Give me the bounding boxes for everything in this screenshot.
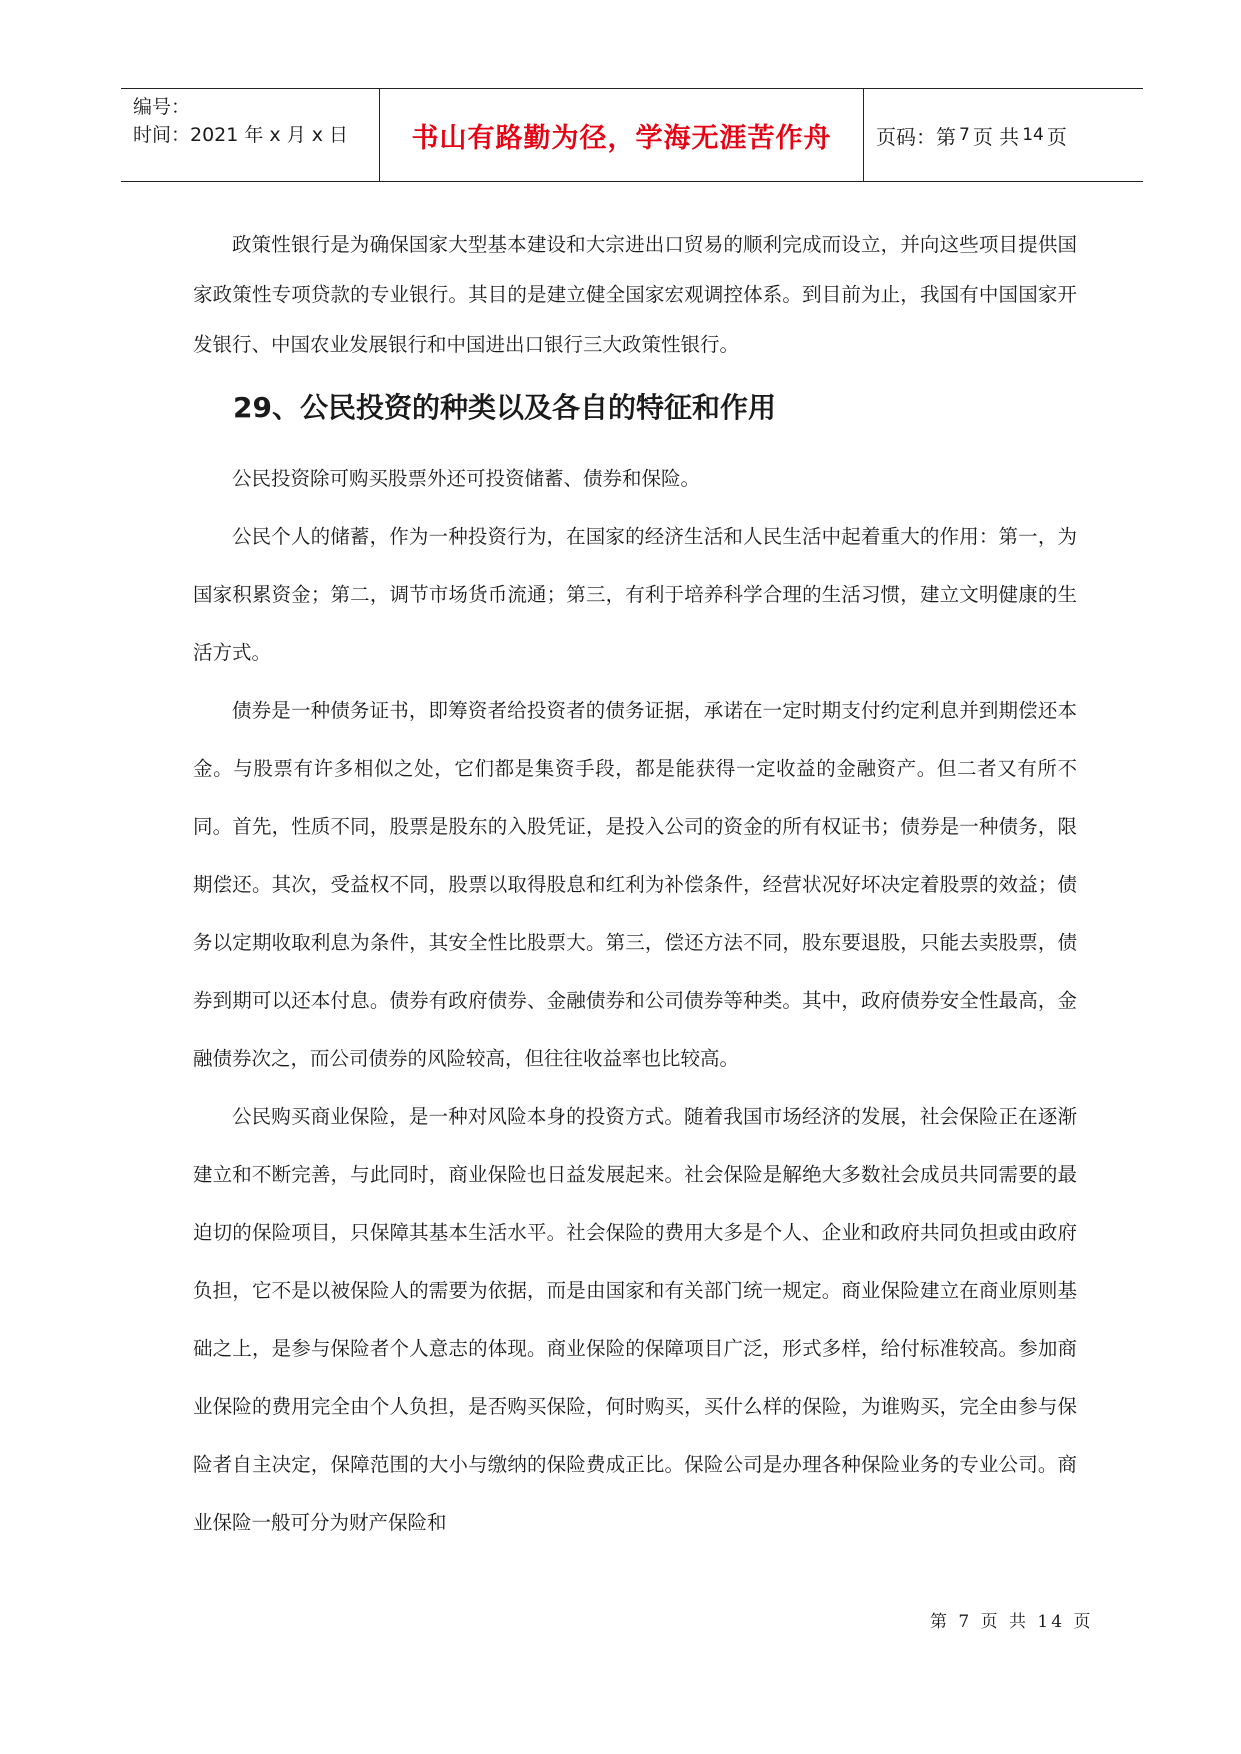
page-current: 7 xyxy=(959,125,970,145)
header-meta xyxy=(121,89,380,181)
page-footer: 第 7 页 共 14 页 xyxy=(930,1612,1094,1632)
page-total: 14 xyxy=(1022,125,1044,145)
paragraph-intro: 政策性银行是为确保国家大型基本建设和大宗进出口贸易的顺利完成而设立，并向这些项目提供国家政策性专项贷款的专业银行。其目的是建立健全国家宏观调控体系。到目前为止，我国有中国国家开发银行、中国农业发展银行和中国进出口银行三大政策性银行。 xyxy=(193,233,1077,356)
paragraph-2: 公民个人的储蓄，作为一种投资行为，在国家的经济生活和人民生活中起着重大的作用：第一，为国家积累资金；第二，调节市场货币流通；第三，有利于培养科学合理的生活习惯，建立文明健康的生活方式。 xyxy=(193,525,1077,664)
header-motto: 书山有路勤为径，学海无涯苦作舟 xyxy=(380,89,864,181)
section-heading: 29、公民投资的种类以及各自的特征和作用 xyxy=(233,391,776,424)
code-label: 编号： xyxy=(133,96,191,118)
paragraph-3: 债券是一种债务证书，即筹资者给投资者的债务证据，承诺在一定时期支付约定利息并到期偿还本金。与股票有许多相似之处，它们都是集资手段，都是能获得一定收益的金融资产。但二者又有所不同。首先，性质不同，股票是股东的入股凭证，是投入公司的资金的所有权证书；债券是一种债务，限期偿还。其次，受益权不同，股票以取得股息和红利为补偿条件，经营状况好坏决定着股票的效益；债务以定期收取利息为条件，其安全性比股票大。第三，偿还方法不同，股东要退股，只能去卖股票，债券到期可以还本付息。债券有政府债券、金融债券和公司债券等种类。其中，政府债券安全性最高，金融债券次之，而公司债券的风险较高，但往往收益率也比较高。 xyxy=(193,699,1077,1070)
page-label-suffix: 页 xyxy=(1046,124,1067,149)
header-page-number xyxy=(864,89,1143,181)
page-label-middle: 页 共 xyxy=(972,124,1020,149)
paragraph-1: 公民投资除可购买股票外还可投资储蓄、债券和保险。 xyxy=(232,467,701,490)
page-header xyxy=(121,88,1143,182)
time-label: 时间：2021 年 x 月 x 日 xyxy=(133,124,349,146)
document-body xyxy=(193,220,1077,1552)
page-label-prefix: 页码：第 xyxy=(876,124,956,149)
paragraph-4: 公民购买商业保险，是一种对风险本身的投资方式。随着我国市场经济的发展，社会保险正在逐渐建立和不断完善，与此同时，商业保险也日益发展起来。社会保险是解绝大多数社会成员共同需要的最迫切的保险项目，只保障其基本生活水平。社会保险的费用大多是个人、企业和政府共同负担或由政府负担，它不是以被保险人的需要为依据，而是由国家和有关部门统一规定。商业保险建立在商业原则基础之上，是参与保险者个人意志的体现。商业保险的保障项目广泛，形式多样，给付标准较高。参加商业保险的费用完全由个人负担，是否购买保险，何时购买，买什么样的保险，为谁购买，完全由参与保险者自主决定，保障范围的大小与缴纳的保险费成正比。保险公司是办理各种保险业务的专业公司。商业保险一般可分为财产保险和 xyxy=(193,1105,1077,1534)
